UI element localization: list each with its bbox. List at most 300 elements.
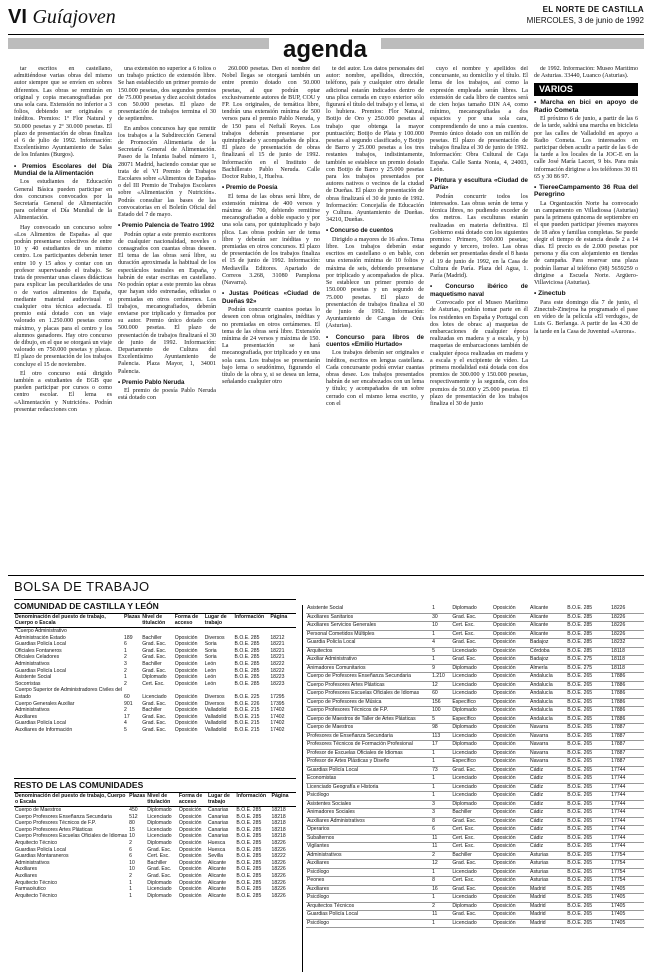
table-cell: Guardias Policía Local <box>15 846 66 853</box>
table-cell: Diplomado <box>147 839 172 846</box>
table-cell: Oposición <box>492 919 529 928</box>
table-cell: B.O.E. 265 <box>566 902 610 911</box>
table-cell: 17744 <box>610 783 644 792</box>
article-heading: • Marcha en bici en apoyo de Radio Cometa <box>534 99 638 114</box>
table-cell: 12 <box>431 860 451 869</box>
table-cell: Oposición <box>174 641 198 648</box>
paragraph: te del autor. Los datos personales del autor: nombre, apellidos, dirección, teléfono, país y cualquier otro detalle adicional estarán indicados dentro de una plica cerrada en cuyo exterior sólo figurará el título del trabajo y el lema, si lo hubiera. Premios: Flor Natural, Botijo de Oro y 250.000 pesetas al trabajo que obtenga la mayor puntuación; Botijo de Plata y 100.000 pesetas al segundo clasificado, y Botijo de Barro y 25.000 pesetas a los tres restantes trabajos, indistintamente, también se establece un premio dotado con Botijo de Barro y 25.000 pesetas para los trabajos presentados por autores nativos o vecinos de la ciudad de Dueñas. El plazo de presentación de obras finalizará el 30 de junio de 1992. Información: Concejalía de Educación y Cultura. Ayuntamiento de Dueñas. 34210, Dueñas. <box>326 66 424 224</box>
table-cell: Licenciado <box>451 681 492 690</box>
table-cell: Oposición <box>492 894 529 903</box>
table-cell <box>269 628 296 635</box>
table-cell: Auxiliares de Información <box>15 726 73 733</box>
table-cell: Cádiz <box>529 766 566 775</box>
table-cell: Bachiller <box>451 809 492 818</box>
table-cell: 18226 <box>610 605 644 613</box>
table-cell: Oposición <box>492 775 529 784</box>
table-cell: Navarra <box>529 724 566 733</box>
table-row <box>14 873 296 880</box>
table-cell: Valladolid <box>204 707 227 714</box>
table-cell: Bachiller <box>147 859 167 866</box>
table-cell: Canarias <box>207 833 229 840</box>
table-cell: Asturias <box>529 877 566 886</box>
table-cell: 17405 <box>610 894 644 903</box>
table-cell: Grad. Esc. <box>142 654 167 661</box>
table-cell: Arquitecto Técnico <box>15 892 58 899</box>
table-cell: Guardias Policía Local <box>15 720 66 727</box>
table-cell: 18222 <box>270 667 285 674</box>
table-cell: Oposición <box>492 911 529 920</box>
table-cell: 17886 <box>610 673 644 682</box>
table-cell: B.O.E. 265 <box>566 885 610 894</box>
table-row <box>14 674 296 681</box>
table-row <box>306 809 644 818</box>
table-cell: León <box>204 674 217 681</box>
table-cell: Auxiliares <box>306 860 431 869</box>
table-cell: 1 <box>129 879 132 886</box>
table-cell: Grad. Esc. <box>142 720 167 727</box>
varios-label: VARIOS <box>534 83 638 96</box>
table-cell: B.O.E. 285 <box>236 872 262 879</box>
table-cell: Oposición <box>492 741 529 750</box>
table-cell: Profesor de Artes Plásticas y Diseño <box>306 758 431 767</box>
paragraph: cuyo el nombre y apellidos del concursante, su domicilio y el título. El lema de los trabajos, así como la expresión empleada serán libres. La extensión de cada libro de cuentos será de cien hojas tamaño DIN A4, como mínimo, mecanografiadas a dos espacios y por una sola cara, comprendiendo de uno a más cuentos. Premio único dotado con un millón de pesetas. El plazo de presentación de trabajos finaliza el 30 de junio de 1992. Información: Obra Cultural de Caja España. Calle Santa Nonia, 4, 24003, León. <box>430 66 528 173</box>
table-cell: Arquitecto Técnico <box>15 879 58 886</box>
section-divider <box>8 575 644 576</box>
table-cell: 17886 <box>610 698 644 707</box>
column-header: Denominación del puesto de trabajo, Cuerpo o Escala <box>14 614 123 628</box>
table-cell: Canarias <box>207 813 229 820</box>
table-row <box>14 866 296 873</box>
table-cell: 18226 <box>610 630 644 639</box>
table-cell: Grad. Esc. <box>142 713 167 720</box>
table-cell: Oposición <box>492 605 529 613</box>
table-cell: B.O.E. 265 <box>566 877 610 886</box>
table-cell: Diplomado <box>451 664 492 673</box>
table-cell: B.O.E. 265 <box>566 860 610 869</box>
table-cell: Oposición <box>178 813 202 820</box>
table-cell: Oposición <box>492 630 529 639</box>
table-cell: 18226 <box>271 866 286 873</box>
table-cell: Oposición <box>492 817 529 826</box>
table-row <box>306 622 644 631</box>
table-cell: 1.210 <box>431 673 451 682</box>
table-cell: Licenciado <box>147 833 172 840</box>
table-cell: 17744 <box>610 817 644 826</box>
table-cell: B.O.E. 225 <box>234 693 260 700</box>
table-cell: 18226 <box>271 872 286 879</box>
article-heading: • Premios Escolares del Día Mundial de la Alimentación <box>14 162 112 178</box>
table-cell: Oposición <box>492 673 529 682</box>
table-cell: Cuerpo Generales Auxiliar <box>15 700 75 707</box>
column-header: Denominación del puesto de trabajo, Cuerpo o Escala <box>14 793 128 807</box>
table-cell: Cuerpo de Maestros <box>15 807 62 813</box>
table-cell: Cert. Esc. <box>147 853 170 860</box>
table-row <box>14 714 296 721</box>
table-cell: 18226 <box>271 839 286 846</box>
table-cell: Estado <box>15 693 31 700</box>
table-cell: 156 <box>431 698 451 707</box>
table-cell: Diplomado <box>147 820 172 827</box>
table-cell: 3 <box>431 800 451 809</box>
paragraph: La Organización Norte ha convocado un campamento en Villadiossa (Asturias) para la primera quincena de septiembre en el que pueden participar jóvenes mayores de 18 años y familias completas. Se puede elegir el tiempo de estancia desde 2 a 14 días. El precio es de 2.000 pesetas por persona y día con alojamiento en tiendas de campaña. Para reservar una plaza podrán llamar al teléfono (98) 5659259 o dirigirse a Escuela Norte. Argüero-Villaviciosa (Asturias). <box>534 200 638 287</box>
table-header-row <box>14 793 296 807</box>
table-cell: Licenciado <box>451 775 492 784</box>
table-row <box>306 605 644 613</box>
table-cell: Psicólogo <box>306 792 431 801</box>
table-cell: Oposición <box>178 853 202 860</box>
table-cell: 18226 <box>271 886 286 893</box>
table-cell: 17744 <box>610 792 644 801</box>
table-cell: 17402 <box>270 713 285 720</box>
table-cell: Diplomado <box>451 707 492 716</box>
table-cell: Cuerpo de Maestros <box>306 724 431 733</box>
paragraph: tar escritos en castellano, admitiéndose varias obras del mismo autor siempre que se envíen en sobres diferentes. Las obras se remitirán en original y copia mecanografiadas por una sola cara. Extensión no inferior a 3 folios, debiendo ser originales e inéditos. Premios: 1º Flor Natural y 50.000 pesetas y 2º 30.000 pesetas. El plazo de presentación de obras finaliza el 6 de julio de 1992. Información: Excelentísimo Ayuntamiento de Salas de los Infantes (Burgos). <box>14 66 112 159</box>
table-cell: Oposición <box>174 654 198 661</box>
table-cell: Oposición <box>492 656 529 665</box>
table-cell: Oposición <box>492 690 529 699</box>
column-header: Lugar de trabajo <box>204 614 234 628</box>
table-row <box>306 749 644 758</box>
table-cell: 15 <box>129 826 135 833</box>
table-cell: 4 <box>431 639 451 648</box>
table-cell: Subalternos <box>306 834 431 843</box>
table-cell <box>204 687 234 694</box>
table-row <box>306 792 644 801</box>
table-cell: 18218 <box>271 833 286 840</box>
table-row <box>306 639 644 648</box>
table-row <box>14 880 296 887</box>
table-cell: 73 <box>431 766 451 775</box>
table-cell: Alicante <box>207 892 227 899</box>
table-cell: 2 <box>129 872 132 879</box>
table-cell: Badajoz <box>529 656 566 665</box>
table-cell: 1 <box>129 886 132 893</box>
table-cell: Auxiliares <box>15 866 38 873</box>
table-cell: 17744 <box>610 834 644 843</box>
table-cell: Oposición <box>174 680 198 687</box>
table-cell: 1 <box>431 605 451 613</box>
table-cell: Cuerpo Profesores Técnicos de F.P. <box>15 820 97 827</box>
table-cell: B.O.E. 285 <box>236 846 262 853</box>
table-cell: 17 <box>124 713 130 720</box>
table-cell: Cádiz <box>529 834 566 843</box>
paragraph: de 1992. Información: Museo Marítimo de Asturias. 33440, Luanco (Asturias). <box>534 66 638 80</box>
table-cell: 2 <box>431 902 451 911</box>
table-cell: Oposición <box>174 720 198 727</box>
table-cell: Oposición <box>178 833 202 840</box>
table-cell: 6 <box>431 826 451 835</box>
table-row <box>14 833 296 840</box>
table-cell: Asturias <box>529 868 566 877</box>
article-heading: • Premio de Poesía <box>222 184 278 192</box>
table-cell: Personal Cometidos Múltiples <box>306 630 431 639</box>
table-cell: Específico <box>451 715 492 724</box>
table-cell: Licenciado <box>147 813 172 820</box>
table-cell: Cert. Esc. <box>451 630 492 639</box>
paragraph: El tema de las obras será libre, de extensión mínima de 400 versos y máxima de 700, debiendo remitirse mecanografiadas a doble espacio y por una sola cara, por quintuplicado y bajo plica. Las obras podrán ser de tema libre y deberán ser inéditas y no premiadas en otros concursos. El plazo de presentación de los trabajos finaliza el 15 de junio de 1992. Información: Mediavilla Editores. Apartado de Correos 3.268, 31080 Pamplona (Navarra). <box>222 193 320 287</box>
table-cell: Cuerpo Profesores Enseñanza Secundaria <box>15 813 112 820</box>
table-cell: 18221 <box>270 654 285 661</box>
column-divider <box>302 605 303 972</box>
table-row <box>306 647 644 656</box>
table-row <box>306 902 644 911</box>
table-cell <box>141 687 174 694</box>
table-cell: Andalucía <box>529 715 566 724</box>
table-cell: 1 <box>431 656 451 665</box>
table-cell: Socorristas <box>15 680 41 687</box>
table-cell: Andalucía <box>529 673 566 682</box>
table-cell: 1 <box>129 892 132 899</box>
table-cell: Asturias <box>529 851 566 860</box>
table-cell: 1 <box>431 792 451 801</box>
table-cell: B.O.E. 275 <box>566 656 610 665</box>
table-cell: B.O.E. 265 <box>566 919 610 928</box>
table-cell: 17744 <box>610 843 644 852</box>
page-header <box>8 4 644 35</box>
table-cell: 18226 <box>610 613 644 622</box>
table-cell: 1 <box>431 894 451 903</box>
table-cell: Alicante <box>529 622 566 631</box>
table-cell: 11 <box>431 843 451 852</box>
table-cell: B.O.E. 285 <box>234 660 260 667</box>
table-cell: B.O.E. 265 <box>566 817 610 826</box>
table-cell: 18221 <box>270 641 285 648</box>
table-cell: Oposición <box>174 700 198 707</box>
table-cell: Oposición <box>492 877 529 886</box>
table-row <box>306 851 644 860</box>
table-cell: 17744 <box>610 800 644 809</box>
table-row <box>14 654 296 661</box>
table-row <box>306 868 644 877</box>
table-cell: 17402 <box>270 720 285 727</box>
table-cell: Auxiliares <box>15 713 38 720</box>
paragraph: Dirigido a mayores de 16 años. Tema libre. Los trabajos deberán estar escritos en castellano o en bable, con una extensión mínima de 10 folios y máxima de seis, debiendo presentarse por triplicado y acompañados de plica. Se establece un primer premio de 150.000 pesetas y un segundo de 75.000 pesetas. El plazo de presentación de trabajos finaliza el 30 de junio de 1992. Información: Ayuntamiento de Cangas de Onís (Asturias). <box>326 236 424 330</box>
column-header: Página <box>269 614 296 628</box>
table-cell: Alicante <box>207 859 227 866</box>
table-cell: 1 <box>124 647 127 654</box>
table-cell: Administración Estado <box>15 634 66 641</box>
paragraph: El premio de poesía Pablo Neruda está dotado con <box>118 388 216 402</box>
table-row <box>306 817 644 826</box>
table-cell: Alicante <box>529 613 566 622</box>
table-cell: 17886 <box>610 681 644 690</box>
table-title: COMUNIDAD DE CASTILLA Y LEÓN <box>14 599 296 614</box>
table-cell: B.O.E. 285 <box>236 833 262 840</box>
table-cell: Oposición <box>178 807 202 813</box>
table-cell <box>123 628 141 635</box>
jobs-table-continued <box>306 605 644 928</box>
table-cell: B.O.E. 265 <box>566 800 610 809</box>
table-cell: 6 <box>124 641 127 648</box>
table-cell: 1 <box>431 758 451 767</box>
table-cell: Grad. Esc. <box>142 700 167 707</box>
table-cell: B.O.E. 285 <box>566 647 610 656</box>
table-cell <box>123 687 141 694</box>
table-cell: Guardias Montaraneros <box>15 853 69 860</box>
table-cell: 10 <box>431 622 451 631</box>
table-cell: 1 <box>431 868 451 877</box>
table-row <box>14 847 296 854</box>
table-cell: B.O.E. 265 <box>566 766 610 775</box>
column-header: Página <box>271 793 296 807</box>
table-cell: 5 <box>431 647 451 656</box>
column-header: Plazas <box>128 793 146 807</box>
table-cell: Animadores Sociales <box>306 809 431 818</box>
table-row <box>306 775 644 784</box>
table-cell: 2 <box>124 707 127 714</box>
table-cell: B.O.E. 265 <box>566 673 610 682</box>
table-cell: Economistas <box>306 775 431 784</box>
table-cell: Andalucía <box>529 707 566 716</box>
table-row <box>14 635 296 642</box>
table-cell: B.O.E. 285 <box>236 886 262 893</box>
table-cell: Administrativos <box>306 851 431 860</box>
table-cell: Valladolid <box>204 713 227 720</box>
table-cell: Operarios <box>306 826 431 835</box>
table-cell: 2 <box>129 839 132 846</box>
table-cell: 189 <box>124 634 133 641</box>
table-cell: B.O.E. 265 <box>566 690 610 699</box>
table-cell: Licenciado <box>451 783 492 792</box>
article-column-1 <box>14 66 112 569</box>
table-row <box>306 894 644 903</box>
table-cell: 98 <box>431 724 451 733</box>
table-row <box>306 911 644 920</box>
table-cell: 80 <box>129 820 135 827</box>
table-cell: 17395 <box>270 700 285 707</box>
table-cell: Diversos <box>204 700 225 707</box>
table-cell: Grad. Esc. <box>142 667 167 674</box>
table-cell <box>174 687 204 694</box>
table-cell: Cádiz <box>529 826 566 835</box>
table-cell: Arquitecto Técnico <box>15 839 58 846</box>
table-cell: 1 <box>431 783 451 792</box>
table-cell: 17744 <box>610 826 644 835</box>
table-cell: B.O.E. 265 <box>566 707 610 716</box>
table-cell: Cert. Esc. <box>142 680 165 687</box>
table-cell: 1 <box>431 775 451 784</box>
table-cell: Oposición <box>492 647 529 656</box>
column-header: Información <box>234 614 270 628</box>
jobs-table <box>14 793 296 899</box>
table-cell: B.O.E. 285 <box>234 667 260 674</box>
table-cell: Cádiz <box>529 843 566 852</box>
table-cell: Bachiller <box>142 634 162 641</box>
table-cell: Licenciado <box>147 826 172 833</box>
table-cell: Diplomado <box>451 741 492 750</box>
paragraph: Para este domingo día 7 de junio, el Zinectub-Zinejroa ha programado el pase en vídeo de la película «El verdugo», de Luis G. Berlanga. A partir de las 4.30 de la tarde en la Casa de Juventud «Aurora». <box>534 299 638 335</box>
table-cell: 17886 <box>610 707 644 716</box>
table-cell: 18223 <box>270 674 285 681</box>
table-row <box>14 661 296 668</box>
table-cell: 10 <box>129 859 135 866</box>
table-cell: B.O.E. 265 <box>566 911 610 920</box>
table-cell: Oposición <box>178 879 202 886</box>
table-cell: Grad. Esc. <box>451 885 492 894</box>
table-cell: Licenciado <box>451 690 492 699</box>
table-cell: B.O.E. 265 <box>566 732 610 741</box>
table-cell: Licenciado <box>451 919 492 928</box>
table-cell: Andalucía <box>529 690 566 699</box>
table-cell: Diplomado <box>142 674 167 681</box>
table-cell: Cuerpo Profesores Escuelas Oficiales de Idiomas <box>306 690 431 699</box>
table-cell: B.O.E. 265 <box>566 843 610 852</box>
table-cell: 17754 <box>610 851 644 860</box>
table-cell: Arquitectos <box>306 647 431 656</box>
table-cell: Soria <box>204 654 217 661</box>
table-cell: Asistente Social <box>306 605 431 613</box>
table-cell: Profesores de Enseñanza Secundaria <box>306 732 431 741</box>
table-cell: Oposición <box>174 647 198 654</box>
table-cell: Navarra <box>529 741 566 750</box>
table-cell <box>174 628 204 635</box>
table-cell: Vigilantes <box>306 843 431 852</box>
table-row <box>306 834 644 843</box>
table-cell: Bachiller <box>142 660 162 667</box>
table-row <box>306 698 644 707</box>
table-cell: Almería <box>529 664 566 673</box>
table-cell: 18222 <box>271 853 286 860</box>
table-cell: Administrativos <box>15 660 50 667</box>
article-heading: • Justas Poéticas «Ciudad de Dueñas 92» <box>222 290 320 305</box>
table-cell: Grad. Esc. <box>147 872 172 879</box>
table-cell: 18223 <box>270 680 285 687</box>
table-row <box>14 707 296 714</box>
table-cell <box>141 628 174 635</box>
table-row <box>306 664 644 673</box>
table-cell: Oposición <box>174 713 198 720</box>
table-cell: B.O.E. 265 <box>566 698 610 707</box>
table-cell <box>234 687 270 694</box>
table-cell: Cádiz <box>529 775 566 784</box>
table-cell: Oposición <box>178 859 202 866</box>
table-cell: 2 <box>124 654 127 661</box>
table-cell: B.O.E. 275 <box>566 664 610 673</box>
paragraph: una extensión no superior a 6 folios o un trabajo práctico de extensión libre. Se han establecido un primer premio de 150.000 pesetas, dos segundos premios de 75.000 pesetas y diez accésit dotados con 50.000 pesetas. El plazo de presentación de trabajos termina el 30 de septiembre. <box>118 66 216 123</box>
table-row <box>306 732 644 741</box>
table-cell: Oposición <box>178 826 202 833</box>
table-row <box>14 694 296 701</box>
table-cell: Madrid <box>529 885 566 894</box>
table-row <box>306 673 644 682</box>
table-cell: B.O.E. 285 <box>236 820 262 827</box>
table-cell: Grad. Esc. <box>451 656 492 665</box>
table-cell: B.O.E. 226 <box>234 700 260 707</box>
table-cell: Andalucía <box>529 681 566 690</box>
paragraph: Los trabajos deberán ser originales e inéditos, escritos en lengua castellana. Cada concursante podrá enviar cuantas obras desee. Los trabajos presentados habrán de ser encabezados con un lema y título; y acompañados de un sobre cerrado con el mismo lema escrito, y con el <box>326 350 424 407</box>
table-cell: 2 <box>431 851 451 860</box>
table-cell: B.O.E. 285 <box>566 639 610 648</box>
table-cell: Oposición <box>492 732 529 741</box>
article-column-6 <box>534 66 638 569</box>
table-cell: B.O.E. 265 <box>566 775 610 784</box>
table-cell: Licenciado <box>451 732 492 741</box>
table-cell: Licenciado <box>451 792 492 801</box>
table-cell: 11 <box>431 834 451 843</box>
table-cell: Licenciado Geografía e Historia <box>306 783 431 792</box>
table-cell: Cádiz <box>529 809 566 818</box>
table-row <box>306 766 644 775</box>
table-cell: B.O.E. 265 <box>566 783 610 792</box>
table-cell: Oposición <box>492 843 529 852</box>
table-cell: Oposición <box>492 639 529 648</box>
table-cell: 18226 <box>271 859 286 866</box>
table-cell: B.O.E. 265 <box>566 868 610 877</box>
paragraph: Convocado por el Museo Marítimo de Asturias, podrán tomar parte en él los residentes en España y Portugal con dos lotes de obras: a) maquetas de embarcaciones de cualquier época realizadas en madera y a escala, y b) maquetas de embarcaciones también de cualquier época realizadas en madera y a escala y el excipiente de vídeo. La primera modalidad está dotada con dos premios de 300.000 y 150.000 pesetas, respectivamente y la segunda, con dos premios de 50.000 y 25.000 pesetas. El plazo de presentación de los trabajos finaliza el 30 de junio <box>430 300 528 407</box>
table-cell: Específico <box>451 698 492 707</box>
table-cell: B.O.E. 285 <box>566 605 610 613</box>
table-cell: 10 <box>129 866 135 873</box>
